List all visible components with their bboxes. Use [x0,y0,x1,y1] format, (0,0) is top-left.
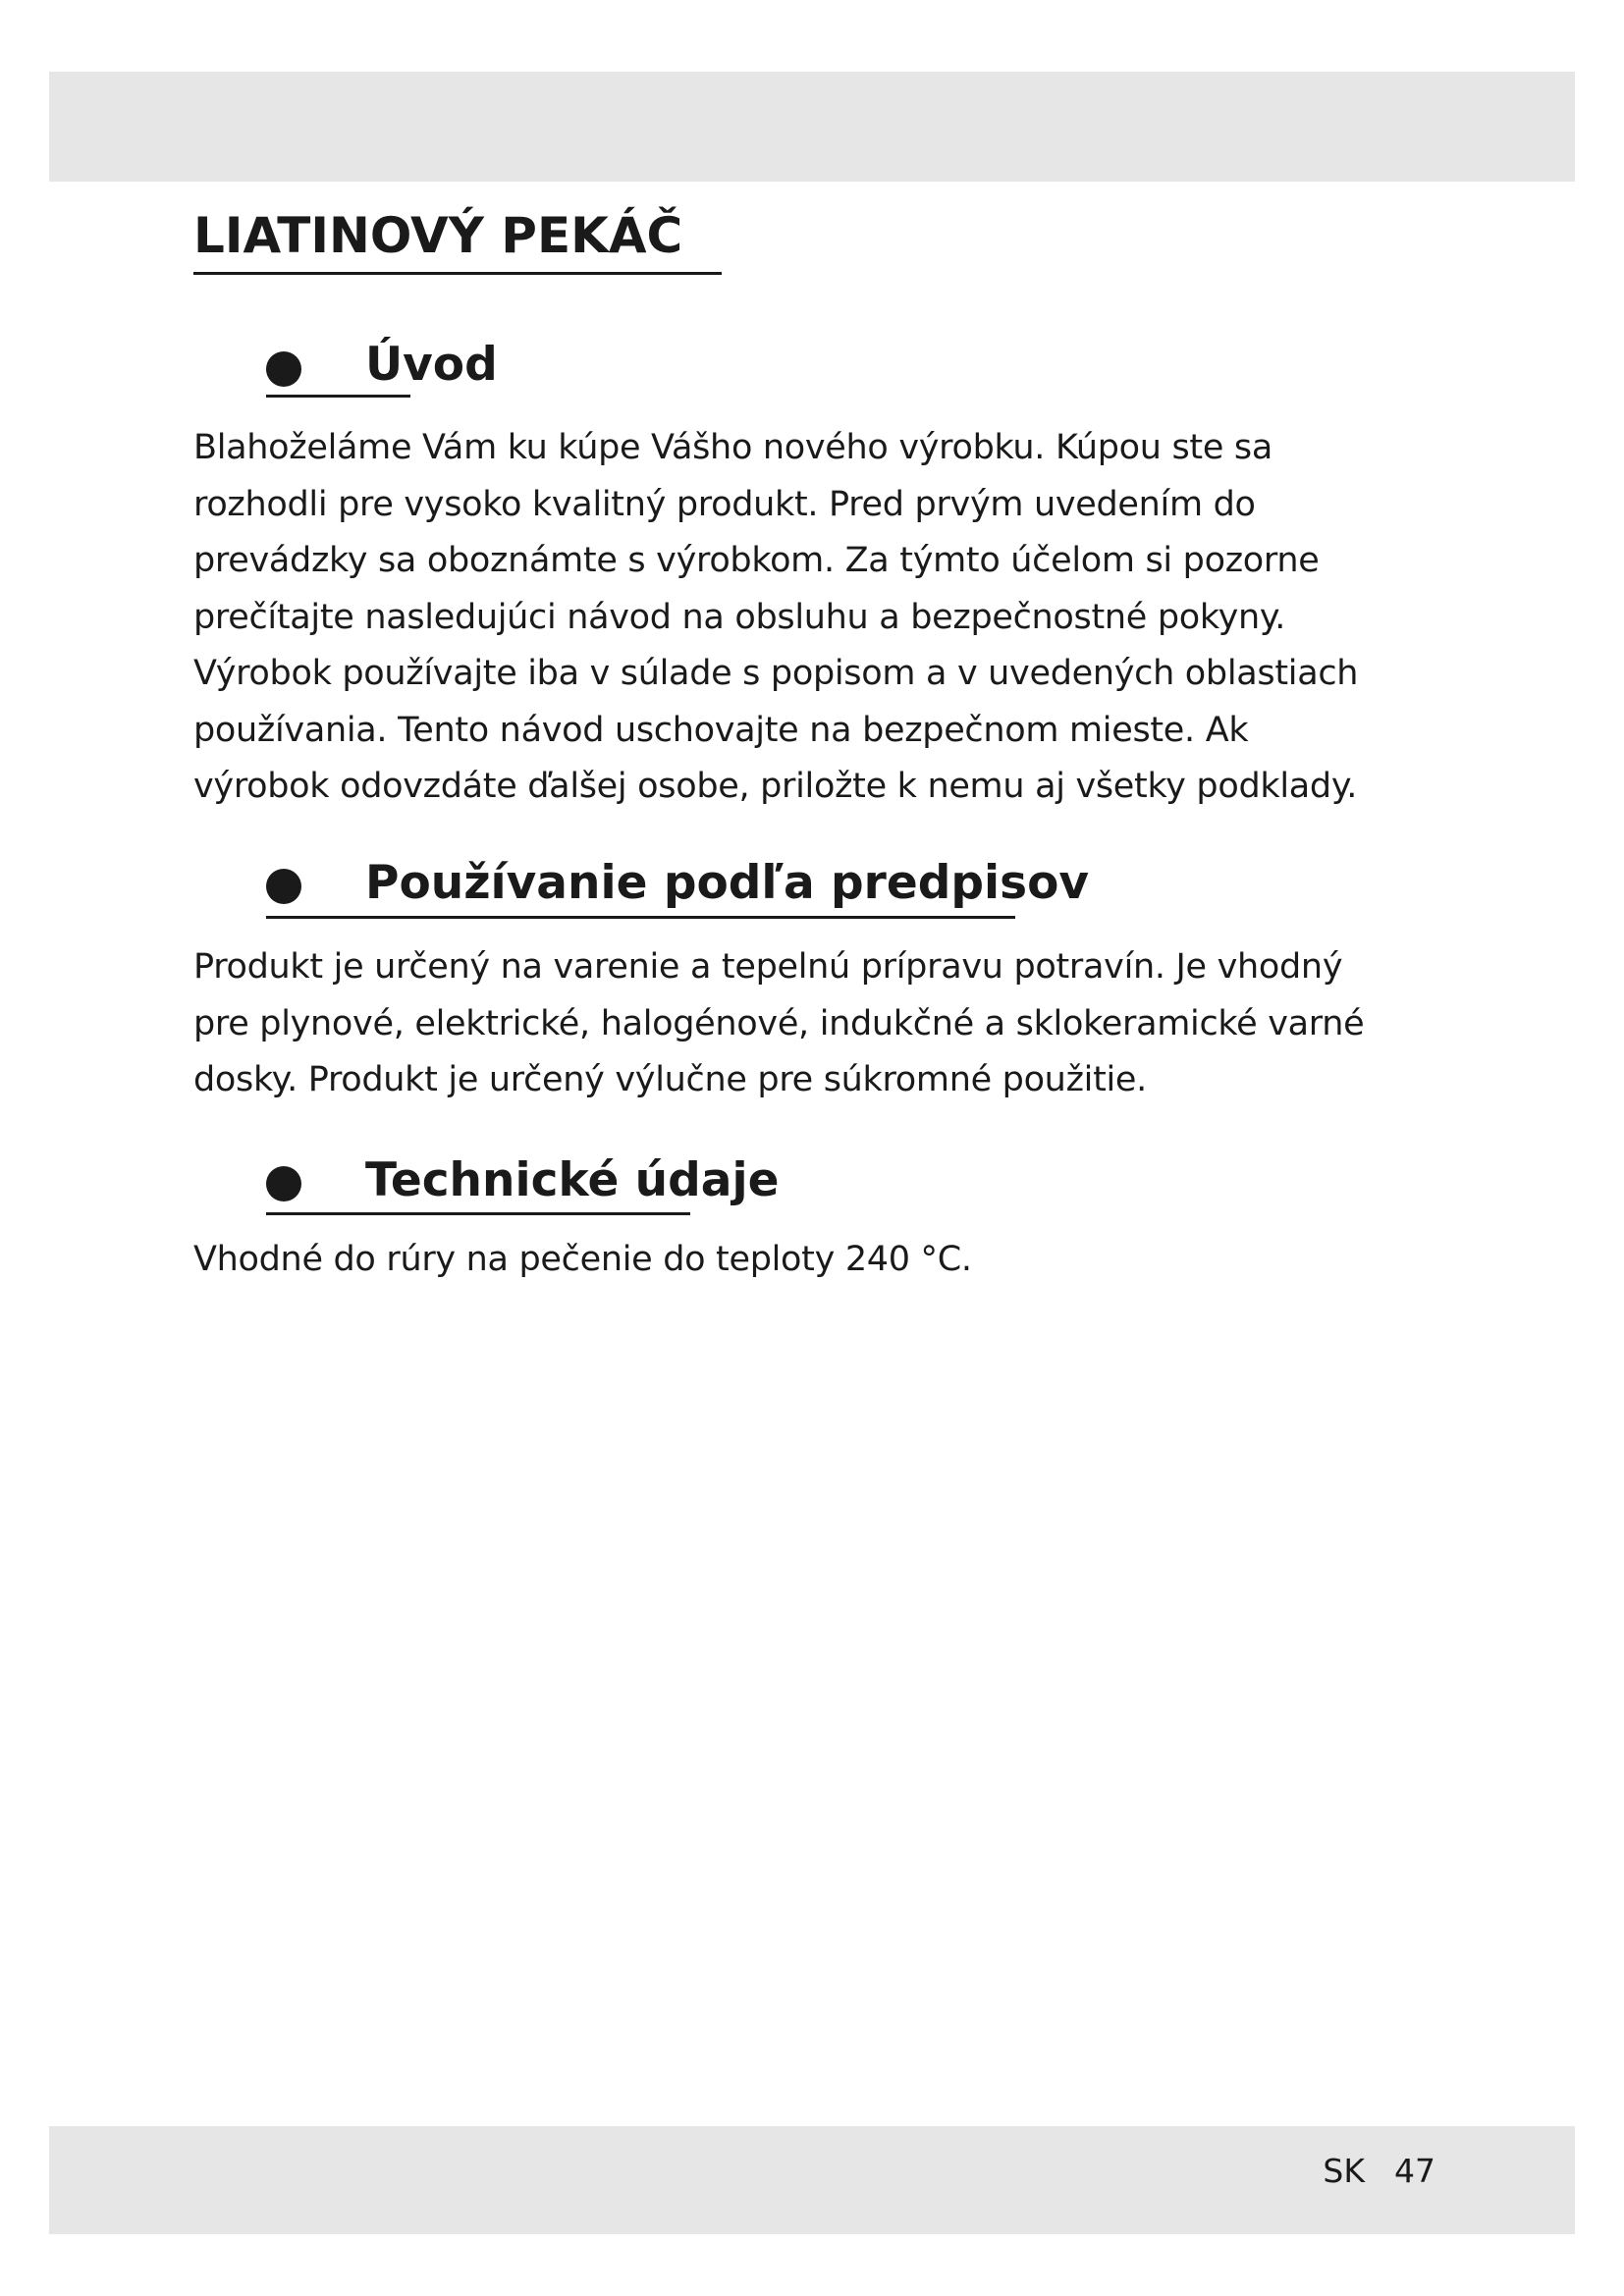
text-line: prečítajte nasledujúci návod na obsluhu a bezpečnostné pokyny. [193,597,1286,637]
section-body-intro [193,420,1450,816]
section-underline-intro [266,395,410,398]
section-underline-intended-use [266,916,1015,919]
text-line: Produkt je určený na varenie a tepelnú prípravu potravín. Je vhodný [193,947,1343,987]
section-heading-intended-use: Používanie podľa predpisov [365,856,1090,910]
section-bullet-intro [266,351,301,387]
title-underline [193,272,722,275]
document-title: LIATINOVÝ PEKÁČ [193,207,683,264]
section-underline-technical-data [266,1212,690,1215]
section-bullet-intended-use [266,869,301,904]
section-heading-technical-data: Technické údaje [365,1153,780,1207]
text-line: Blahoželáme Vám ku kúpe Vášho nového výrobku. Kúpou ste sa [193,428,1272,467]
page-number: 47 [1394,2152,1435,2190]
header-band [49,72,1575,182]
text-line: prevádzky sa oboznámte s výrobkom. Za týmto účelom si pozorne [193,541,1320,580]
text-line: Vhodné do rúry na pečenie do teploty 240 °C. [193,1240,972,1279]
text-line: dosky. Produkt je určený výlučne pre súkromné použitie. [193,1060,1147,1099]
language-code: SK [1323,2152,1365,2190]
text-line: Výrobok používajte iba v súlade s popisom a v uvedených oblastiach [193,654,1359,693]
section-body-technical-data [193,1232,1450,1289]
section-heading-intro: Úvod [365,338,498,392]
section-bullet-technical-data [266,1166,301,1201]
text-line: výrobok odovzdáte ďalšej osobe, priložte k nemu aj všetky podklady. [193,767,1358,806]
section-body-intended-use [193,939,1450,1109]
page-footer [1323,2152,1435,2191]
text-line: používania. Tento návod uschovajte na bezpečnom mieste. Ak [193,710,1249,750]
text-line: pre plynové, elektrické, halogénové, indukčné a sklokeramické varné [193,1003,1365,1043]
text-line: rozhodli pre vysoko kvalitný produkt. Pred prvým uvedením do [193,484,1256,524]
